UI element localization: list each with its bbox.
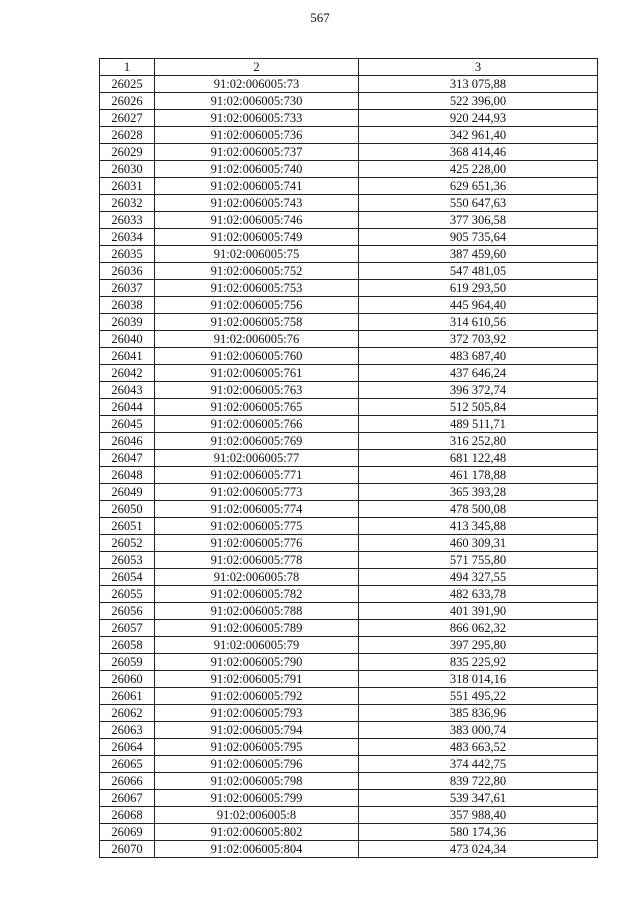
cadastral-number-cell: 91:02:006005:790 <box>155 654 359 671</box>
row-number-cell: 26058 <box>100 637 155 654</box>
cadastral-number-cell: 91:02:006005:802 <box>155 824 359 841</box>
row-number-cell: 26067 <box>100 790 155 807</box>
row-number-cell: 26033 <box>100 212 155 229</box>
table-row <box>100 93 598 110</box>
cadastral-number-cell: 91:02:006005:771 <box>155 467 359 484</box>
row-number-cell: 26040 <box>100 331 155 348</box>
row-number-cell: 26050 <box>100 501 155 518</box>
table-row <box>100 722 598 739</box>
value-cell: 314 610,56 <box>359 314 598 331</box>
row-number-cell: 26041 <box>100 348 155 365</box>
value-cell: 835 225,92 <box>359 654 598 671</box>
row-number-cell: 26052 <box>100 535 155 552</box>
row-number-cell: 26059 <box>100 654 155 671</box>
value-cell: 580 174,36 <box>359 824 598 841</box>
row-number-cell: 26069 <box>100 824 155 841</box>
cadastral-number-cell: 91:02:006005:76 <box>155 331 359 348</box>
column-header-1: 1 <box>100 59 155 76</box>
cadastral-number-cell: 91:02:006005:789 <box>155 620 359 637</box>
table-row <box>100 688 598 705</box>
column-header-2: 2 <box>155 59 359 76</box>
row-number-cell: 26053 <box>100 552 155 569</box>
value-cell: 461 178,88 <box>359 467 598 484</box>
row-number-cell: 26032 <box>100 195 155 212</box>
table-row <box>100 127 598 144</box>
cadastral-number-cell: 91:02:006005:752 <box>155 263 359 280</box>
cadastral-number-cell: 91:02:006005:8 <box>155 807 359 824</box>
row-number-cell: 26034 <box>100 229 155 246</box>
table-row <box>100 331 598 348</box>
row-number-cell: 26027 <box>100 110 155 127</box>
row-number-cell: 26029 <box>100 144 155 161</box>
value-cell: 387 459,60 <box>359 246 598 263</box>
table-row <box>100 467 598 484</box>
value-cell: 372 703,92 <box>359 331 598 348</box>
value-cell: 547 481,05 <box>359 263 598 280</box>
value-cell: 550 647,63 <box>359 195 598 212</box>
cadastral-number-cell: 91:02:006005:804 <box>155 841 359 858</box>
table-row <box>100 756 598 773</box>
cadastral-number-cell: 91:02:006005:753 <box>155 280 359 297</box>
cadastral-number-cell: 91:02:006005:741 <box>155 178 359 195</box>
row-number-cell: 26031 <box>100 178 155 195</box>
value-cell: 478 500,08 <box>359 501 598 518</box>
row-number-cell: 26025 <box>100 76 155 93</box>
cadastral-number-cell: 91:02:006005:794 <box>155 722 359 739</box>
value-cell: 397 295,80 <box>359 637 598 654</box>
table-row <box>100 841 598 858</box>
cadastral-number-cell: 91:02:006005:793 <box>155 705 359 722</box>
row-number-cell: 26061 <box>100 688 155 705</box>
table-row <box>100 399 598 416</box>
value-cell: 473 024,34 <box>359 841 598 858</box>
table-row <box>100 484 598 501</box>
value-cell: 571 755,80 <box>359 552 598 569</box>
value-cell: 425 228,00 <box>359 161 598 178</box>
cadastral-number-cell: 91:02:006005:763 <box>155 382 359 399</box>
cadastral-number-cell: 91:02:006005:737 <box>155 144 359 161</box>
cadastral-number-cell: 91:02:006005:766 <box>155 416 359 433</box>
cadastral-number-cell: 91:02:006005:743 <box>155 195 359 212</box>
value-cell: 445 964,40 <box>359 297 598 314</box>
cadastral-number-cell: 91:02:006005:760 <box>155 348 359 365</box>
row-number-cell: 26039 <box>100 314 155 331</box>
table-row <box>100 620 598 637</box>
row-number-cell: 26046 <box>100 433 155 450</box>
row-number-cell: 26037 <box>100 280 155 297</box>
column-header-3: 3 <box>359 59 598 76</box>
table-row <box>100 773 598 790</box>
cadastral-number-cell: 91:02:006005:792 <box>155 688 359 705</box>
cadastral-number-cell: 91:02:006005:736 <box>155 127 359 144</box>
cadastral-number-cell: 91:02:006005:776 <box>155 535 359 552</box>
table-row <box>100 433 598 450</box>
table-row <box>100 586 598 603</box>
page-number: 567 <box>310 10 330 25</box>
cadastral-number-cell: 91:02:006005:795 <box>155 739 359 756</box>
cadastral-number-cell: 91:02:006005:75 <box>155 246 359 263</box>
table-row <box>100 246 598 263</box>
value-cell: 866 062,32 <box>359 620 598 637</box>
value-cell: 385 836,96 <box>359 705 598 722</box>
table-row <box>100 654 598 671</box>
table-row <box>100 671 598 688</box>
value-cell: 357 988,40 <box>359 807 598 824</box>
value-cell: 494 327,55 <box>359 569 598 586</box>
row-number-cell: 26068 <box>100 807 155 824</box>
table-row <box>100 280 598 297</box>
cadastral-number-cell: 91:02:006005:798 <box>155 773 359 790</box>
cadastral-number-cell: 91:02:006005:740 <box>155 161 359 178</box>
table-row <box>100 144 598 161</box>
table-body <box>100 76 598 858</box>
table-row <box>100 790 598 807</box>
table-header-row <box>100 59 598 76</box>
cadastral-number-cell: 91:02:006005:765 <box>155 399 359 416</box>
value-cell: 377 306,58 <box>359 212 598 229</box>
cadastral-number-cell: 91:02:006005:761 <box>155 365 359 382</box>
cadastral-number-cell: 91:02:006005:782 <box>155 586 359 603</box>
table-row <box>100 518 598 535</box>
table-row <box>100 739 598 756</box>
value-cell: 483 687,40 <box>359 348 598 365</box>
value-cell: 619 293,50 <box>359 280 598 297</box>
table-row <box>100 603 598 620</box>
row-number-cell: 26049 <box>100 484 155 501</box>
value-cell: 681 122,48 <box>359 450 598 467</box>
cadastral-number-cell: 91:02:006005:758 <box>155 314 359 331</box>
value-cell: 396 372,74 <box>359 382 598 399</box>
row-number-cell: 26045 <box>100 416 155 433</box>
cadastral-number-cell: 91:02:006005:733 <box>155 110 359 127</box>
table-row <box>100 178 598 195</box>
value-cell: 551 495,22 <box>359 688 598 705</box>
row-number-cell: 26070 <box>100 841 155 858</box>
cadastral-number-cell: 91:02:006005:773 <box>155 484 359 501</box>
table-row <box>100 382 598 399</box>
value-cell: 522 396,00 <box>359 93 598 110</box>
value-cell: 316 252,80 <box>359 433 598 450</box>
cadastral-number-cell: 91:02:006005:796 <box>155 756 359 773</box>
cadastral-number-cell: 91:02:006005:756 <box>155 297 359 314</box>
row-number-cell: 26057 <box>100 620 155 637</box>
cadastral-number-cell: 91:02:006005:73 <box>155 76 359 93</box>
row-number-cell: 26044 <box>100 399 155 416</box>
table-row <box>100 348 598 365</box>
value-cell: 368 414,46 <box>359 144 598 161</box>
table-row <box>100 365 598 382</box>
cadastral-number-cell: 91:02:006005:730 <box>155 93 359 110</box>
row-number-cell: 26065 <box>100 756 155 773</box>
cadastral-number-cell: 91:02:006005:77 <box>155 450 359 467</box>
table-row <box>100 552 598 569</box>
table-row <box>100 824 598 841</box>
row-number-cell: 26048 <box>100 467 155 484</box>
row-number-cell: 26060 <box>100 671 155 688</box>
cadastral-number-cell: 91:02:006005:799 <box>155 790 359 807</box>
value-cell: 539 347,61 <box>359 790 598 807</box>
row-number-cell: 26028 <box>100 127 155 144</box>
table-row <box>100 229 598 246</box>
value-cell: 342 961,40 <box>359 127 598 144</box>
row-number-cell: 26026 <box>100 93 155 110</box>
row-number-cell: 26051 <box>100 518 155 535</box>
value-cell: 318 014,16 <box>359 671 598 688</box>
table-row <box>100 314 598 331</box>
value-cell: 401 391,90 <box>359 603 598 620</box>
table-row <box>100 501 598 518</box>
table-row <box>100 161 598 178</box>
table-row <box>100 195 598 212</box>
cadastral-number-cell: 91:02:006005:778 <box>155 552 359 569</box>
row-number-cell: 26043 <box>100 382 155 399</box>
table-row <box>100 450 598 467</box>
cadastral-number-cell: 91:02:006005:774 <box>155 501 359 518</box>
table-row <box>100 212 598 229</box>
value-cell: 437 646,24 <box>359 365 598 382</box>
value-cell: 839 722,80 <box>359 773 598 790</box>
value-cell: 313 075,88 <box>359 76 598 93</box>
table-row <box>100 705 598 722</box>
table-row <box>100 263 598 280</box>
cadastral-number-cell: 91:02:006005:79 <box>155 637 359 654</box>
row-number-cell: 26035 <box>100 246 155 263</box>
table-row <box>100 637 598 654</box>
cadastral-value-table <box>99 58 598 858</box>
row-number-cell: 26055 <box>100 586 155 603</box>
value-cell: 512 505,84 <box>359 399 598 416</box>
table-row <box>100 416 598 433</box>
value-cell: 365 393,28 <box>359 484 598 501</box>
table-row <box>100 110 598 127</box>
cadastral-number-cell: 91:02:006005:749 <box>155 229 359 246</box>
row-number-cell: 26064 <box>100 739 155 756</box>
cadastral-number-cell: 91:02:006005:746 <box>155 212 359 229</box>
cadastral-number-cell: 91:02:006005:791 <box>155 671 359 688</box>
cadastral-number-cell: 91:02:006005:769 <box>155 433 359 450</box>
row-number-cell: 26042 <box>100 365 155 382</box>
row-number-cell: 26062 <box>100 705 155 722</box>
table-row <box>100 807 598 824</box>
value-cell: 460 309,31 <box>359 535 598 552</box>
cadastral-number-cell: 91:02:006005:78 <box>155 569 359 586</box>
table-row <box>100 535 598 552</box>
value-cell: 413 345,88 <box>359 518 598 535</box>
row-number-cell: 26056 <box>100 603 155 620</box>
cadastral-number-cell: 91:02:006005:775 <box>155 518 359 535</box>
row-number-cell: 26036 <box>100 263 155 280</box>
cadastral-number-cell: 91:02:006005:788 <box>155 603 359 620</box>
row-number-cell: 26030 <box>100 161 155 178</box>
value-cell: 374 442,75 <box>359 756 598 773</box>
row-number-cell: 26047 <box>100 450 155 467</box>
row-number-cell: 26038 <box>100 297 155 314</box>
value-cell: 482 633,78 <box>359 586 598 603</box>
value-cell: 383 000,74 <box>359 722 598 739</box>
table-row <box>100 76 598 93</box>
value-cell: 483 663,52 <box>359 739 598 756</box>
value-cell: 920 244,93 <box>359 110 598 127</box>
row-number-cell: 26063 <box>100 722 155 739</box>
table-row <box>100 297 598 314</box>
table-row <box>100 569 598 586</box>
value-cell: 629 651,36 <box>359 178 598 195</box>
value-cell: 905 735,64 <box>359 229 598 246</box>
value-cell: 489 511,71 <box>359 416 598 433</box>
row-number-cell: 26054 <box>100 569 155 586</box>
row-number-cell: 26066 <box>100 773 155 790</box>
